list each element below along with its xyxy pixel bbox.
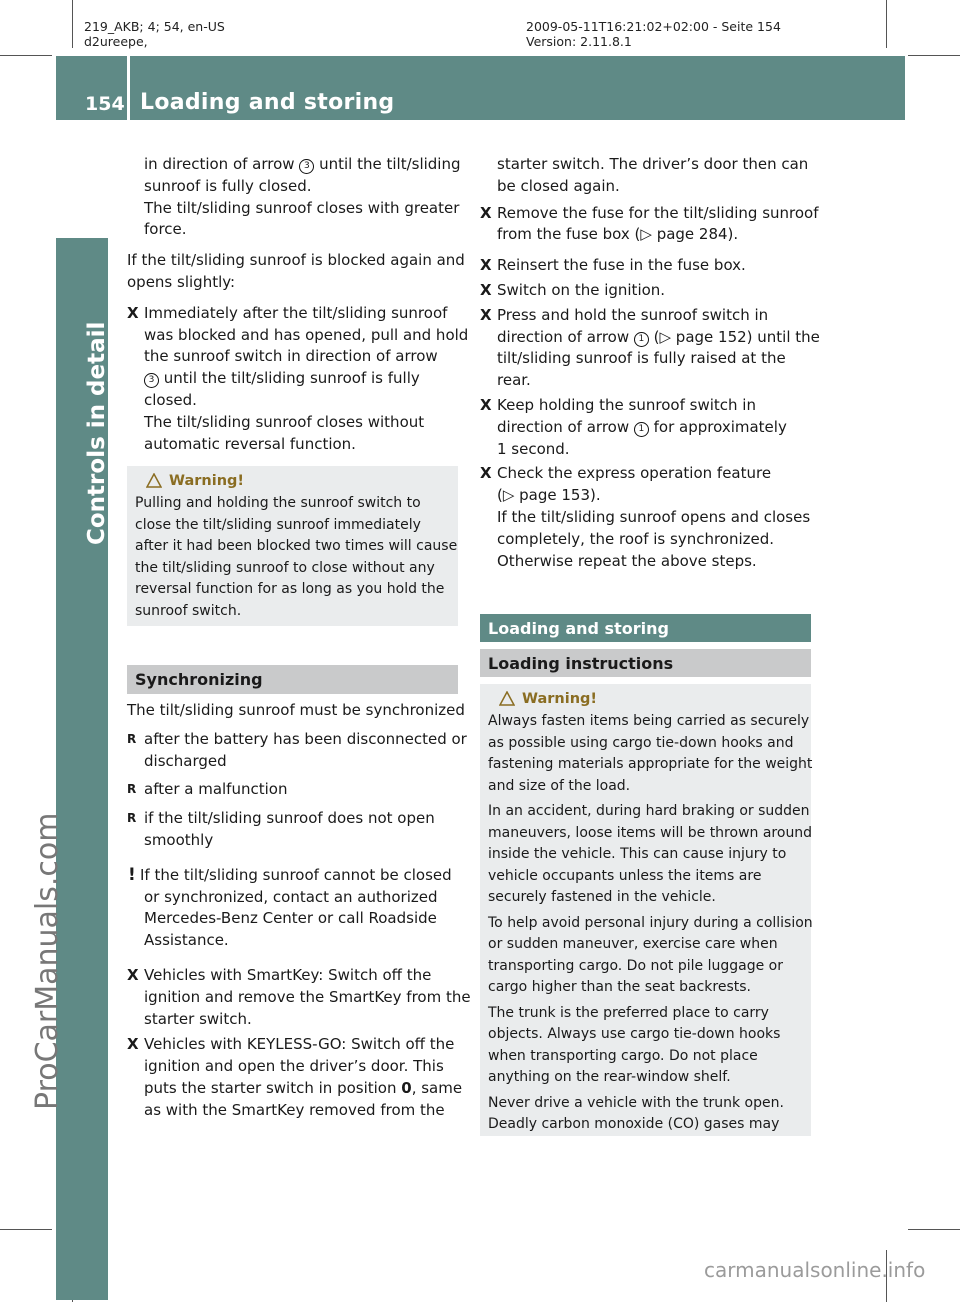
- print-meta-right: [526, 19, 781, 49]
- step-marker: X: [480, 305, 492, 324]
- print-meta-line: 219_AKB; 4; 54, en-US: [84, 19, 225, 34]
- warning-box: [127, 466, 458, 626]
- notice-item: ! If the tilt/sliding sunroof cannot be closed or synchronized, contact an authorized Mercedes-Benz Center or call Roadside Assistance.: [128, 864, 452, 950]
- warning-paragraph: The trunk is the preferred place to carry objects. Always use cargo tie-down hooks when transporting cargo. Do not place anything on the rear-window shelf.: [488, 1004, 781, 1085]
- page-title: Loading and storing: [140, 90, 395, 115]
- warning-paragraph: Always fasten items being carried as securely as possible using cargo tie-down hooks and fastening materials appropriate for the weight and size of the load.: [488, 713, 813, 794]
- bullet-marker: R: [127, 811, 137, 826]
- bullet-item: R if the tilt/sliding sunroof does not open smoothly: [127, 809, 435, 849]
- crop-mark: [0, 1229, 52, 1230]
- step-marker: X: [480, 395, 492, 414]
- crop-mark: [0, 55, 52, 56]
- step-marker: X: [480, 280, 492, 299]
- subsection-heading: Synchronizing: [127, 665, 458, 694]
- continued-text: in direction of arrow 3 until the tilt/sliding sunroof is fully closed. The tilt/sliding sunroof closes with greater force.: [144, 155, 461, 239]
- warning-text: [480, 711, 811, 1136]
- page-number: 154: [85, 93, 125, 115]
- warning-title: Warning!: [522, 691, 598, 707]
- step-item: X Vehicles with KEYLESS-GO: Switch off the ignition and open the driver’s door. This puts the starter switch in position 0, same as with the SmartKey removed from the: [127, 1035, 463, 1119]
- watermark-left: ProCarManuals.com: [30, 812, 65, 1110]
- warning-box: [480, 684, 811, 1136]
- subsection-heading: Loading instructions: [480, 649, 811, 677]
- crop-mark: [886, 0, 887, 48]
- bullet-marker: R: [127, 782, 137, 797]
- warning-triangle-icon: [499, 691, 515, 706]
- step-item: X Keep holding the sunroof switch in direction of arrow 1 for approximately 1 second.: [480, 395, 787, 458]
- crop-mark: [908, 55, 960, 56]
- continued-text: starter switch. The driver’s door then can be closed again.: [497, 155, 809, 195]
- left-column-lower: [127, 700, 471, 1122]
- print-meta-line: d2ureepe,: [84, 34, 148, 49]
- warning-paragraph: To help avoid personal injury during a collision or sudden maneuver, exercise care when transporting cargo. Do not pile luggage or cargo higher than the seat backrests.: [488, 914, 813, 995]
- header-divider: [127, 56, 130, 120]
- bullet-marker: R: [127, 731, 137, 746]
- warning-title: Warning!: [169, 473, 245, 489]
- arrow-1-icon: 1: [634, 332, 649, 347]
- arrow-3-icon: 3: [144, 373, 159, 388]
- left-column: [127, 154, 469, 455]
- warning-paragraph: In an accident, during hard braking or sudden maneuvers, loose items will be thrown around inside the vehicle. This can cause injury to vehicle occupants unless the items are securely fastened in the vehicle.: [488, 803, 813, 905]
- arrow-3-icon: 3: [299, 159, 314, 174]
- warning-triangle-icon: [146, 473, 162, 488]
- print-meta-left: [84, 19, 225, 49]
- step-marker: X: [480, 256, 492, 275]
- crop-mark: [72, 0, 73, 48]
- step-marker: X: [480, 203, 492, 222]
- step-item: X Remove the fuse for the tilt/sliding sunroof from the fuse box (▷ page 284).: [480, 203, 819, 244]
- step-marker: X: [127, 965, 139, 984]
- step-marker: X: [127, 1035, 139, 1054]
- step-item: X Switch on the ignition.: [480, 280, 813, 302]
- step-item: X Press and hold the sunroof switch in direction of arrow 1 (▷ page 152) until the tilt/sliding sunroof is fully raised at the rear.: [480, 305, 820, 390]
- print-meta-line: Version: 2.11.8.1: [526, 34, 632, 49]
- blocked-paragraph: If the tilt/sliding sunroof is blocked again and opens slightly:: [127, 251, 465, 291]
- warning-text: Pulling and holding the sunroof switch to close the tilt/sliding sunroof immediately after it had been blocked two times will cause the tilt/sliding sunroof to close without any reversal function for as long as you hold the sunroof switch.: [135, 495, 458, 619]
- arrow-1-icon: 1: [634, 422, 649, 437]
- warning-paragraph: Never drive a vehicle with the trunk open. Deadly carbon monoxide (CO) gases may: [488, 1094, 784, 1132]
- step-item: X Reinsert the fuse in the fuse box.: [480, 255, 813, 277]
- bullet-item: R after a malfunction: [127, 779, 460, 801]
- sync-intro: The tilt/sliding sunroof must be synchronized: [127, 701, 465, 719]
- crop-mark: [908, 1229, 960, 1230]
- right-column: [480, 154, 820, 572]
- step-item: X Immediately after the tilt/sliding sunroof was blocked and has opened, pull and hold the sunroof switch in direction of arrow 3 until the tilt/sliding sunroof is fully closed. The tilt/sliding sunroof closes without automatic reversal function.: [127, 303, 469, 453]
- step-marker: X: [127, 303, 139, 322]
- bullet-item: R after the battery has been disconnected or discharged: [127, 729, 467, 770]
- section-heading: Loading and storing: [480, 614, 811, 642]
- watermark-bottom: carmanualsonline.info: [704, 1258, 926, 1282]
- print-meta-line: 2009-05-11T16:21:02+02:00 - Seite 154: [526, 19, 781, 34]
- step-item: X Check the express operation feature (▷ page 153). If the tilt/sliding sunroof opens and closes completely, the roof is synchronized. Otherwise repeat the above steps.: [480, 464, 811, 570]
- section-tab-label: Controls in detail: [84, 321, 110, 545]
- notice-icon: !: [128, 864, 136, 885]
- step-item: X Vehicles with SmartKey: Switch off the ignition and remove the SmartKey from the starter switch.: [127, 965, 471, 1028]
- step-marker: X: [480, 464, 492, 483]
